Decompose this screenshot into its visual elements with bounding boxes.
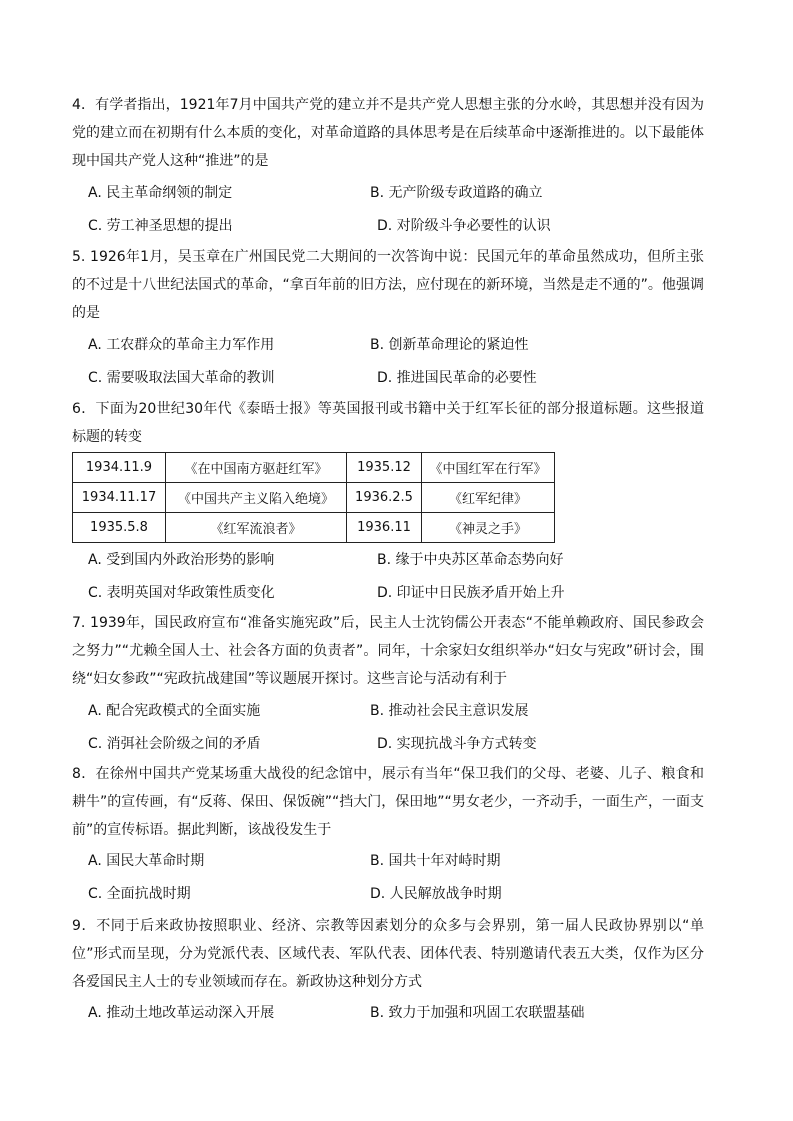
option-c: C. 劳工神圣思想的提出 [88,218,233,234]
table-cell: 1934.11.9 [73,453,166,483]
table-cell: 《在中国南方驱赶红军》 [166,453,347,483]
table-row [73,453,555,483]
table-row [73,513,555,543]
option-b: B. 创新革命理论的紧迫性 [370,337,529,353]
table-cell: 1935.12 [347,453,422,483]
table-cell: 《神灵之手》 [422,513,555,543]
option-b: B. 国共十年对峙时期 [370,853,501,869]
option-b: B. 缘于中央苏区革命态势向好 [377,552,564,568]
question-stem: 6．下面为20世纪30年代《泰晤士报》等英国报刊或书籍中关于红军长征的部分报道标题。这些报道标题的转变 [72,401,704,445]
option-a: A. 工农群众的革命主力军作用 [88,337,275,353]
table-cell: 1936.11 [347,513,422,543]
option-a: A. 国民大革命时期 [88,853,205,869]
option-c: C. 表明英国对华政策性质变化 [88,585,275,601]
option-a: A. 民主革命纲领的制定 [88,185,233,201]
question-4 [72,91,704,175]
table-cell: 《中国共产主义陷入绝境》 [166,483,347,513]
question-stem: 7. 1939年，国民政府宣布“准备实施宪政”后，民主人士沈钧儒公开表态“不能单赖政府、国民参政会之努力”“尤赖全国人士、社会各方面的负责者”。同年，十余家妇女组织举办“妇女与宪政”研讨会，围绕“妇女参政”“宪政抗战建国”等议题展开探讨。这些言论与活动有利于 [72,615,704,687]
question-9 [72,912,704,996]
option-d: D. 人民解放战争时期 [370,886,502,902]
option-b: B. 无产阶级专政道路的确立 [370,185,543,201]
question-stem: 8．在徐州中国共产党某场重大战役的纪念馆中，展示有当年“保卫我们的父母、老婆、儿子、粮食和耕牛”的宣传画，有“反蒋、保田、保饭碗”“挡大门，保田地”“男女老少，一齐动手，一面生产，一面支前”的宣传标语。据此判断，该战役发生于 [72,766,704,838]
question-5 [72,243,704,327]
question-stem: 4．有学者指出，1921年7月中国共产党的建立并不是共产党人思想主张的分水岭，其思想并没有因为党的建立而在初期有什么本质的变化，对革命道路的具体思考是在后续革命中逐渐推进的。以下最能体现中国共产党人这种“推进”的是 [72,97,704,169]
question-stem: 5. 1926年1月，吴玉章在广州国民党二大期间的一次答询中说：民国元年的革命虽然成功，但所主张的不过是十八世纪法国式的革命，“拿百年前的旧方法，应付现在的新环境，当然是走不通的”。他强调的是 [72,249,704,321]
option-d: D. 推进国民革命的必要性 [377,370,537,386]
table-cell: 《中国红军在行军》 [422,453,555,483]
question-6 [72,395,704,451]
report-headline-table [72,452,555,543]
option-c: C. 消弭社会阶级之间的矛盾 [88,736,261,752]
option-b: B. 推动社会民主意识发展 [370,703,529,719]
option-b: B. 致力于加强和巩固工农联盟基础 [370,1005,585,1021]
table-row [73,483,555,513]
option-d: D. 实现抗战斗争方式转变 [377,736,537,752]
table-cell: 1936.2.5 [347,483,422,513]
question-stem: 9．不同于后来政协按照职业、经济、宗教等因素划分的众多与会界别，第一届人民政协界别以“单位”形式而呈现，分为党派代表、区域代表、军队代表、团体代表、特别邀请代表五大类，仅作为区分各爱国民主人士的专业领域而存在。新政协这种划分方式 [72,918,704,990]
option-c: C. 全面抗战时期 [88,886,191,902]
table-cell: 1935.5.8 [73,513,166,543]
option-c: C. 需要吸取法国大革命的教训 [88,370,275,386]
question-8 [72,760,704,844]
option-d: D. 对阶级斗争必要性的认识 [377,218,551,234]
option-a: A. 推动土地改革运动深入开展 [88,1005,275,1021]
table-cell: 1934.11.17 [73,483,166,513]
option-a: A. 受到国内外政治形势的影响 [88,552,275,568]
option-a: A. 配合宪政模式的全面实施 [88,703,261,719]
option-d: D. 印证中日民族矛盾开始上升 [377,585,565,601]
question-7 [72,609,704,693]
table-cell: 《红军纪律》 [422,483,555,513]
table-cell: 《红军流浪者》 [166,513,347,543]
